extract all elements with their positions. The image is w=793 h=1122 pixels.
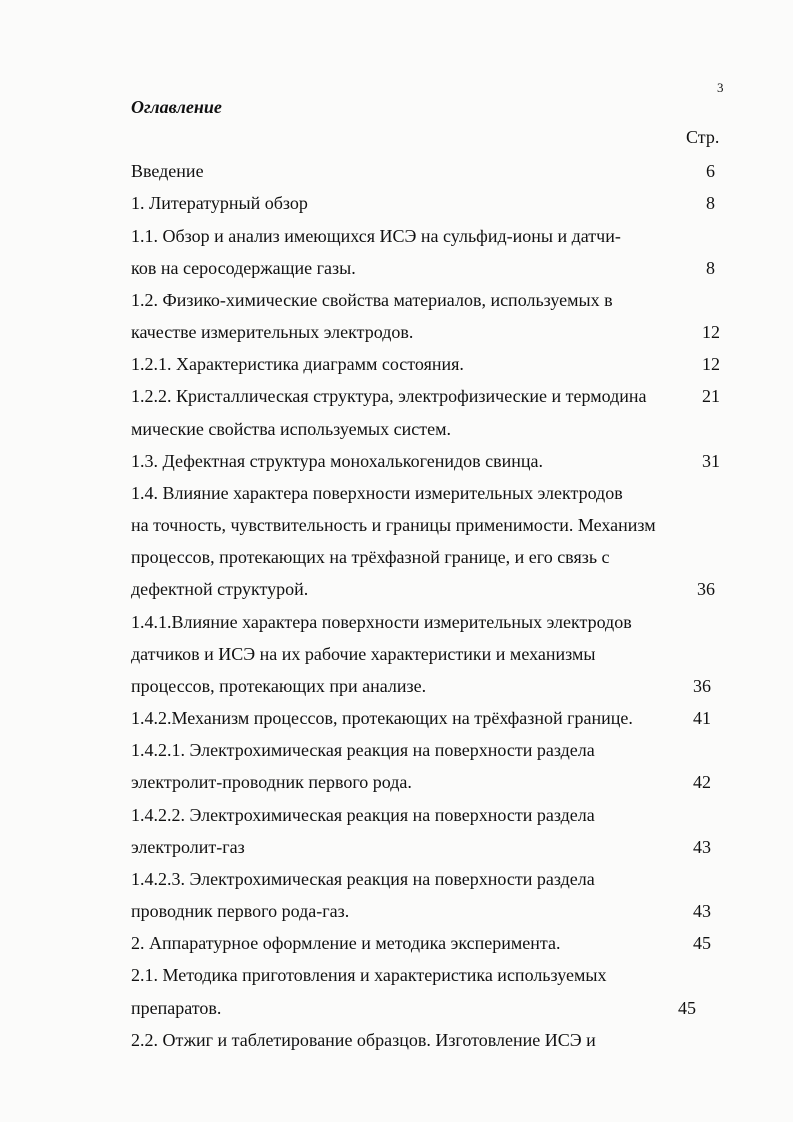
toc-line: процессов, протекающих на трёхфазной границе, и его связь с <box>131 547 610 567</box>
toc-page-number: 6 <box>706 161 715 181</box>
toc-line: 1.2. Физико-химические свойства материалов, используемых в <box>131 290 613 310</box>
toc-line: 1.4.2.2. Электрохимическая реакция на поверхности раздела <box>131 805 595 825</box>
toc-line: датчиков и ИСЭ на их рабочие характеристики и механизмы <box>131 644 596 664</box>
page-column-header: Стр. <box>686 127 720 147</box>
toc-line: 1.2.2. Кристаллическая структура, электрофизические и термодина <box>131 386 647 406</box>
toc-line: 1.3. Дефектная структура монохалькогенидов свинца. <box>131 451 544 471</box>
toc-line: проводник первого рода-газ. <box>131 901 350 921</box>
toc-line: Введение <box>131 161 204 181</box>
toc-page-number: 21 <box>702 386 720 406</box>
toc-title: Оглавление <box>131 97 222 117</box>
toc-line: 1.4. Влияние характера поверхности измерительных электродов <box>131 483 623 503</box>
toc-page-number: 8 <box>706 258 715 278</box>
toc-line: электролит-газ <box>131 837 245 857</box>
toc-page-number: 41 <box>693 708 711 728</box>
toc-page-number: 42 <box>693 772 711 792</box>
toc-page-number: 31 <box>702 451 720 471</box>
toc-line: 1. Литературный обзор <box>131 193 308 213</box>
toc-line: качестве измерительных электродов. <box>131 322 414 342</box>
toc-line: 1.2.1. Характеристика диаграмм состояния. <box>131 354 464 374</box>
toc-line: 1.4.2.3. Электрохимическая реакция на поверхности раздела <box>131 869 595 889</box>
toc-page-number: 8 <box>706 193 715 213</box>
toc-line: дефектной структурой. <box>131 579 309 599</box>
toc-line: 2.2. Отжиг и таблетирование образцов. Изготовление ИСЭ и <box>131 1030 596 1050</box>
toc-line: на точность, чувствительность и границы применимости. Механизм <box>131 515 656 535</box>
toc-page-number: 12 <box>702 322 720 342</box>
page-number: 3 <box>717 80 724 95</box>
toc-line: процессов, протекающих при анализе. <box>131 676 427 696</box>
toc-line: 1.4.2.Механизм процессов, протекающих на трёхфазной границе. <box>131 708 633 728</box>
toc-line: мические свойства используемых систем. <box>131 419 452 439</box>
toc-line: препаратов. <box>131 998 222 1018</box>
toc-page-number: 45 <box>678 998 696 1018</box>
toc-line: 1.1. Обзор и анализ имеющихся ИСЭ на сульфид-ионы и датчи- <box>131 226 621 246</box>
toc-page-number: 43 <box>693 901 711 921</box>
toc-line: 1.4.1.Влияние характера поверхности измерительных электродов <box>131 612 632 632</box>
toc-line: электролит-проводник первого рода. <box>131 772 412 792</box>
toc-line: ков на серосодержащие газы. <box>131 258 356 278</box>
toc-page-number: 36 <box>697 579 715 599</box>
toc-line: 1.4.2.1. Электрохимическая реакция на поверхности раздела <box>131 740 595 760</box>
toc-page-number: 36 <box>693 676 711 696</box>
toc-page-number: 43 <box>693 837 711 857</box>
toc-line: 2.1. Методика приготовления и характеристика используемых <box>131 965 607 985</box>
toc-page-number: 12 <box>702 354 720 374</box>
toc-page-number: 45 <box>693 933 711 953</box>
toc-line: 2. Аппаратурное оформление и методика эксперимента. <box>131 933 561 953</box>
